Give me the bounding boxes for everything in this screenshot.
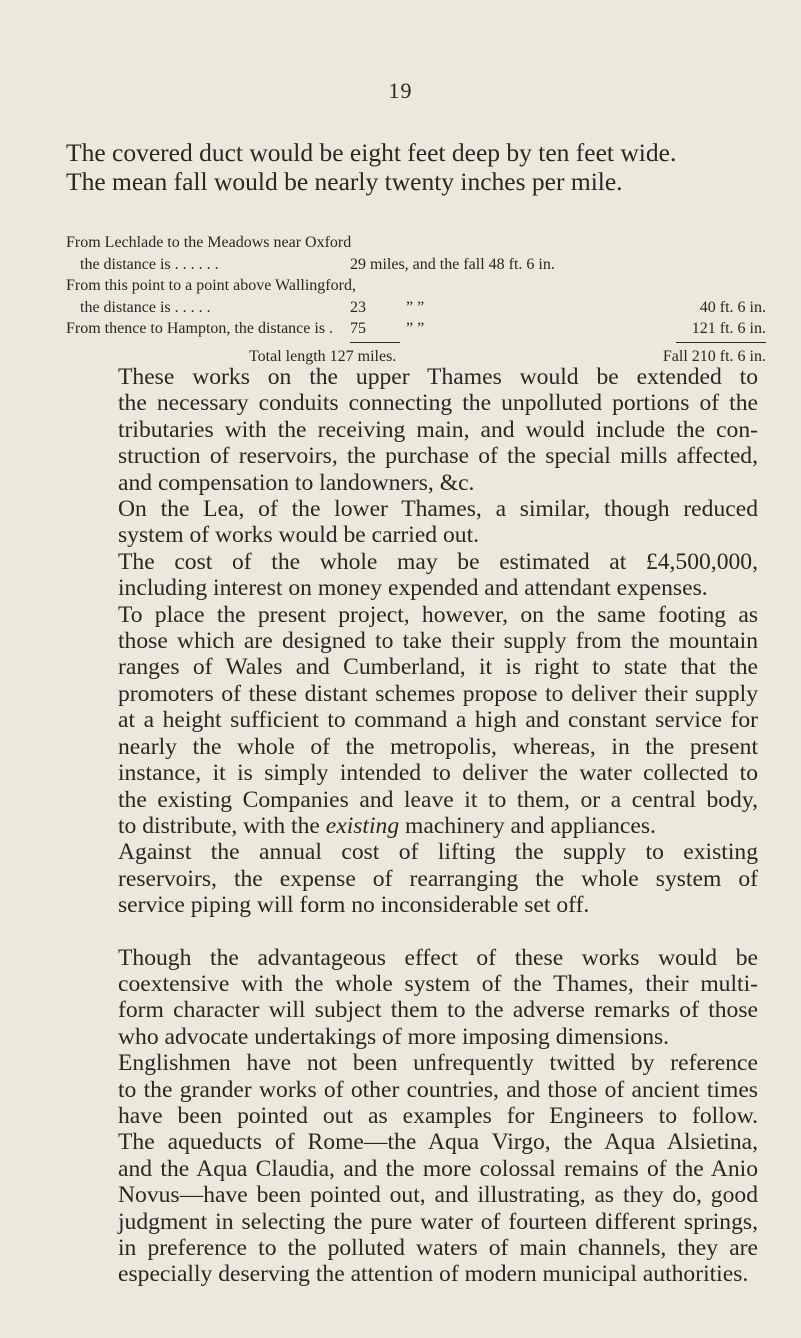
paragraph: [66, 364, 758, 496]
row-description: the distance is . . . . . .: [80, 255, 219, 273]
paragraph: [66, 839, 758, 918]
row-miles: 29 miles, and the fall 48 ft. 6 in.: [350, 255, 555, 273]
table-row: [66, 318, 766, 340]
paragraph: [66, 496, 758, 549]
text-line: On the Lea, of the lower Thames, a similar, though reduced: [118, 496, 758, 523]
paragraph: [66, 549, 758, 602]
text-line: Englishmen have not been unfrequently twitted by reference: [118, 1050, 758, 1077]
text-line: at a height sufficient to command a high and constant service for: [118, 707, 758, 734]
text-line: including interest on money expended and attendant expenses.: [118, 575, 708, 602]
body-text: [66, 364, 758, 1288]
text-line: The cost of the whole may be estimated at £4,500,000,: [118, 548, 758, 575]
fall-sum-rule: [676, 342, 766, 343]
text-line: who advocate undertakings of more imposing dimensions.: [118, 1023, 670, 1050]
text-line: The aqueducts of Rome—the Aqua Virgo, the Aqua Alsietina,: [118, 1129, 758, 1156]
row-description: From thence to Hampton, the distance is .: [66, 320, 334, 337]
text-line: to distribute, with the existing machinery and appliances.: [118, 812, 656, 839]
text-line: the necessary conduits connecting the unpolluted portions of the: [118, 390, 758, 417]
paragraph: [66, 945, 758, 1051]
paragraph: [66, 1050, 758, 1288]
total-fall: Fall 210 ft. 6 in.: [662, 347, 766, 365]
text-line: in preference to the polluted waters of main channels, they are: [118, 1235, 758, 1261]
row-fall: 40 ft. 6 in.: [699, 298, 766, 316]
intro-text: [66, 138, 756, 196]
text-line: tributaries with the receiving main, and would include the con-: [118, 416, 758, 443]
total-length: Total length 127 miles.: [249, 347, 397, 365]
text-line: instance, it is simply intended to deliver the water collected to: [118, 760, 758, 787]
paragraph: [66, 602, 758, 840]
text-line: ranges of Wales and Cumberland, it is right to state that the: [118, 654, 758, 681]
intro-line: The mean fall would be nearly twenty inches per mile.: [66, 167, 623, 196]
row-description: From Lechlade to the Meadows near Oxford: [66, 234, 352, 251]
emphasis: existing: [325, 812, 400, 839]
row-description: the distance is . . . . .: [80, 298, 211, 316]
text-line: To place the present project, however, on the same footing as: [118, 601, 758, 628]
text-line: service piping will form no inconsiderable set off.: [118, 892, 590, 919]
text-line: form character will subject them to the adverse remarks of those: [118, 997, 758, 1024]
text-line: These works on the upper Thames would be extended to: [118, 364, 758, 390]
text-line: those which are designed to take their supply from the mountain: [118, 628, 758, 655]
text-line: system of works would be carried out.: [118, 522, 480, 549]
text-line: and compensation to landowners, &c.: [118, 469, 475, 496]
row-ditto-marks: ” ”: [406, 320, 425, 337]
text-line: coextensive with the whole system of the Thames, their multi-: [118, 970, 758, 997]
text-line: judgment in selecting the pure water of fourteen different springs,: [118, 1208, 758, 1235]
text-line: nearly the whole of the metropolis, whereas, in the present: [118, 733, 758, 760]
table-row: [66, 254, 766, 276]
row-miles: 75: [350, 320, 366, 337]
table-row: [66, 275, 766, 297]
text-line: to the grander works of other countries, and those of ancient times: [118, 1076, 758, 1103]
text-line: especially deserving the attention of modern municipal authorities.: [118, 1261, 749, 1288]
text-line: struction of reservoirs, the purchase of the special mills affected,: [118, 443, 758, 470]
intro-line: The covered duct would be eight feet deep by ten feet wide.: [66, 138, 677, 167]
row-fall: 121 ft. 6 in.: [691, 320, 766, 337]
row-ditto-marks: ” ”: [406, 298, 425, 316]
text-line: and the Aqua Claudia, and the more colossal remains of the Anio: [118, 1155, 758, 1182]
table-row: [66, 232, 766, 254]
text-line: reservoirs, the expense of rearranging the whole system of: [118, 865, 758, 892]
text-line: the existing Companies and leave it to them, or a central body,: [118, 786, 758, 813]
table-row: [66, 297, 766, 319]
miles-sum-rule: [350, 342, 400, 343]
page-number: 19: [388, 78, 413, 103]
row-miles: 23: [350, 298, 366, 316]
distance-table: [66, 232, 766, 370]
text-line: Against the annual cost of lifting the supply to existing: [118, 839, 758, 866]
text-line: Novus—have been pointed out, and illustrating, as they do, good: [118, 1182, 758, 1209]
row-description: From this point to a point above Wallingford,: [66, 277, 356, 294]
text-line: have been pointed out as examples for Engineers to follow.: [118, 1102, 758, 1129]
text-line: Though the advantageous effect of these works would be: [118, 944, 758, 971]
text-line: promoters of these distant schemes propose to deliver their supply: [118, 680, 758, 707]
